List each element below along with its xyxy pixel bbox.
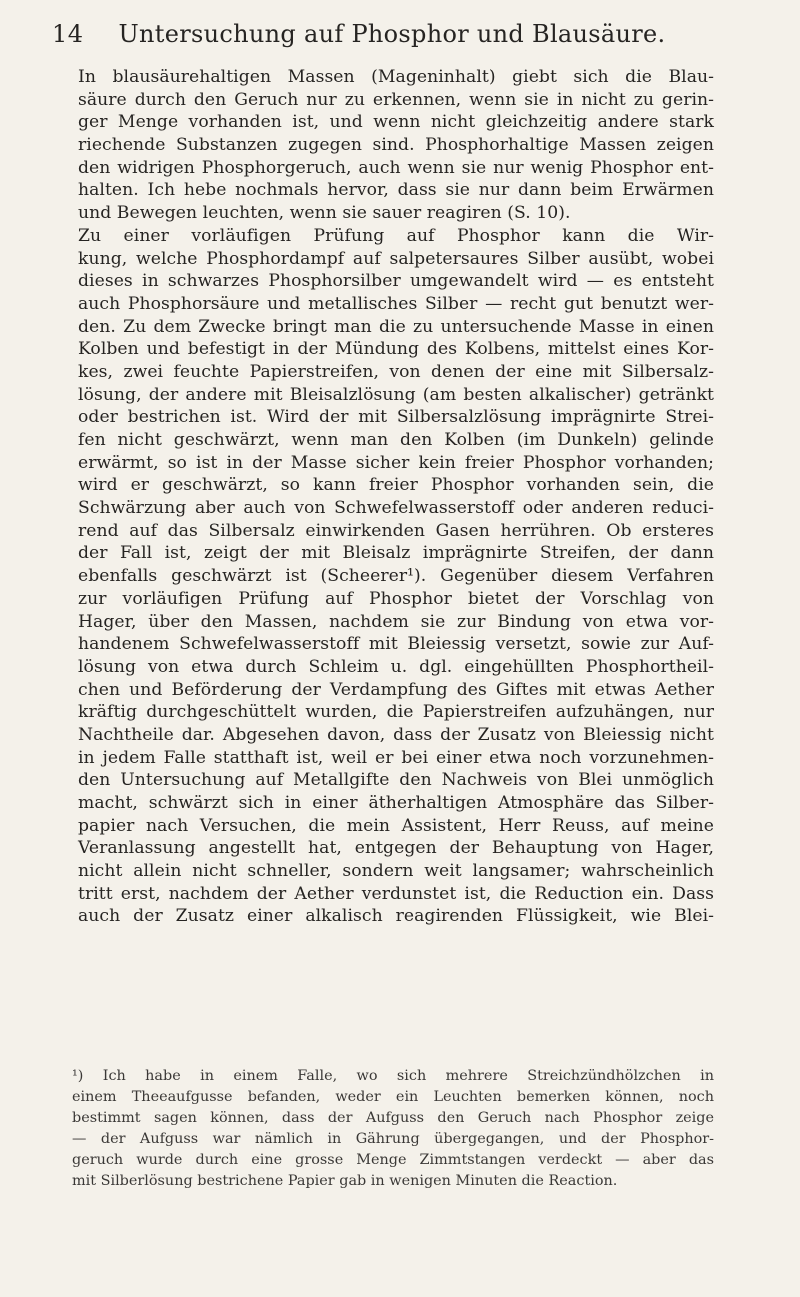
text-line: kes, zwei feuchte Papierstreifen, von denen der eine mit Silbersalz- <box>78 361 714 382</box>
text-line: lösung, der andere mit Bleisalzlösung (am besten alkalischer) getränkt <box>78 384 714 405</box>
text-line: wird er geschwärzt, so kann freier Phosphor vorhanden sein, die <box>78 475 714 496</box>
footnote-line: einem Theeaufgusse befanden, weder ein Leuchten bemerken können, noch <box>72 1089 714 1105</box>
text-line: papier nach Versuchen, die mein Assistent, Herr Reuss, auf meine <box>78 815 714 836</box>
text-line: erwärmt, so ist in der Masse sicher kein freier Phosphor vorhanden; <box>78 452 714 473</box>
running-title: Untersuchung auf Phosphor und Blausäure. <box>118 20 666 48</box>
text-line: Schwärzung aber auch von Schwefelwasserstoff oder anderen reduci- <box>78 498 714 519</box>
text-line: macht, schwärzt sich in einer ätherhaltigen Atmosphäre das Silber- <box>78 793 714 813</box>
text-line: dieses in schwarzes Phosphorsilber umgewandelt wird — es entsteht <box>78 271 714 292</box>
text-line: nicht allein nicht schneller, sondern weit langsamer; wahrscheinlich <box>78 861 714 882</box>
text-line: und Bewegen leuchten, wenn sie sauer reagiren (S. 10). <box>78 203 571 224</box>
text-line: auch der Zusatz einer alkalisch reagirenden Flüssigkeit, wie Blei- <box>78 906 714 927</box>
text-line: den Untersuchung auf Metallgifte den Nachweis von Blei unmöglich <box>78 770 714 791</box>
text-line: In blausäurehaltigen Massen (Mageninhalt) giebt sich die Blau- <box>78 67 714 87</box>
text-line: in jedem Falle statthaft ist, weil er bei einer etwa noch vorzunehmen- <box>78 747 714 768</box>
text-line: ebenfalls geschwärzt ist (Scheerer¹). Gegenüber diesem Verfahren <box>78 566 714 587</box>
text-line: rend auf das Silbersalz einwirkenden Gasen herrühren. Ob ersteres <box>78 520 714 541</box>
page-number: 14 <box>52 20 84 48</box>
text-line: kung, welche Phosphordampf auf salpetersaures Silber ausübt, wobei <box>78 248 714 269</box>
text-line: den. Zu dem Zwecke bringt man die zu untersuchende Masse in einen <box>78 316 714 337</box>
text-line: Kolben und befestigt in der Mündung des Kolbens, mittelst eines Kor- <box>78 339 714 360</box>
text-line: kräftig durchgeschüttelt wurden, die Papierstreifen aufzuhängen, nur <box>78 702 714 723</box>
text-line: Nachtheile dar. Abgesehen davon, dass der Zusatz von Bleiessig nicht <box>78 724 714 745</box>
text-line: auch Phosphorsäure und metallisches Silber — recht gut benutzt wer- <box>78 293 714 314</box>
text-line: handenem Schwefelwasserstoff mit Bleiessig versetzt, sowie zur Auf- <box>78 634 714 655</box>
text-line: säure durch den Geruch nur zu erkennen, wenn sie in nicht zu gerin- <box>78 89 714 110</box>
text-line: zur vorläufigen Prüfung auf Phosphor bietet der Vorschlag von <box>78 588 714 609</box>
text-line: oder bestrichen ist. Wird der mit Silbersalzlösung imprägnirte Strei- <box>78 407 714 428</box>
text-line: der Fall ist, zeigt der mit Bleisalz imprägnirte Streifen, der dann <box>78 543 714 564</box>
main-text <box>78 66 714 928</box>
text-line: ger Menge vorhanden ist, und wenn nicht gleichzeitig andere stark <box>78 112 714 133</box>
footnote <box>72 1066 714 1192</box>
text-line: halten. Ich hebe nochmals hervor, dass sie nur dann beim Erwärmen <box>78 180 714 201</box>
footnote-line: bestimmt sagen können, dass der Aufguss den Geruch nach Phosphor zeige <box>72 1110 714 1126</box>
footnote-line: ¹) Ich habe in einem Falle, wo sich mehrere Streichzündhölzchen in <box>72 1068 714 1084</box>
footnote-line: mit Silberlösung bestrichene Papier gab in wenigen Minuten die Reaction. <box>72 1173 618 1189</box>
text-line: Zu einer vorläufigen Prüfung auf Phosphor kann die Wir- <box>78 225 714 246</box>
text-line: riechende Substanzen zugegen sind. Phosphorhaltige Massen zeigen <box>78 135 714 156</box>
text-line: Veranlassung angestellt hat, entgegen der Behauptung von Hager, <box>78 838 714 859</box>
footnote-line: geruch wurde durch eine grosse Menge Zimmtstangen verdeckt — aber das <box>72 1152 714 1168</box>
text-line: tritt erst, nachdem der Aether verdunstet ist, die Reduction ein. Dass <box>78 883 714 904</box>
page-header <box>52 20 732 60</box>
text-line: Hager, über den Massen, nachdem sie zur Bindung von etwa vor- <box>78 611 714 632</box>
footnote-line: — der Aufguss war nämlich in Gährung übergegangen, und der Phosphor- <box>72 1131 714 1147</box>
text-line: den widrigen Phosphorgeruch, auch wenn sie nur wenig Phosphor ent- <box>78 157 714 178</box>
text-line: chen und Beförderung der Verdampfung des Giftes mit etwas Aether <box>78 679 714 700</box>
text-line: fen nicht geschwärzt, wenn man den Kolben (im Dunkeln) gelinde <box>78 430 714 450</box>
text-line: lösung von etwa durch Schleim u. dgl. eingehüllten Phosphortheil- <box>78 656 714 677</box>
